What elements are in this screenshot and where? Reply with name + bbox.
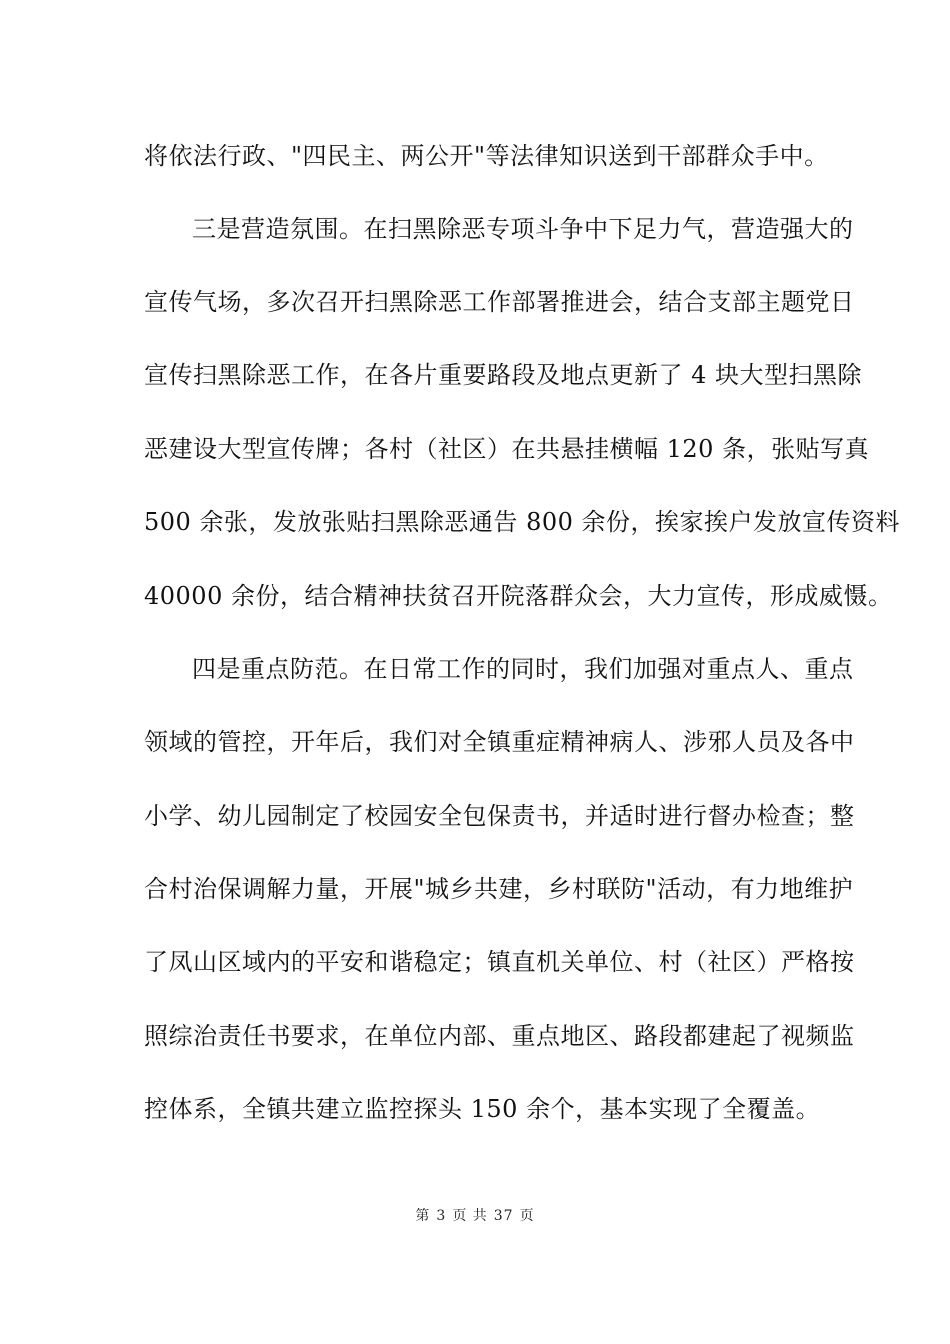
footer-suffix: 页: [519, 1208, 535, 1224]
paragraph-line: 将依法行政、"四民主、两公开"等法律知识送到干部群众手中。: [144, 142, 829, 170]
current-page-number: 3: [436, 1208, 447, 1224]
paragraph-line: 500 余张，发放张贴扫黑除恶通告 800 余份，挨家挨户发放宣传资料: [144, 508, 901, 536]
page-number-footer: [0, 1207, 950, 1225]
paragraph-line: 四是重点防范。在日常工作的同时，我们加强对重点人、重点: [192, 655, 854, 683]
paragraph-line: 宣传气场，多次召开扫黑除恶工作部署推进会，结合支部主题党日: [144, 288, 855, 316]
paragraph-line: 三是营造氛围。在扫黑除恶专项斗争中下足力气，营造强大的: [192, 215, 854, 243]
paragraph-line: 照综治责任书要求，在单位内部、重点地区、路段都建起了视频监: [144, 1022, 855, 1050]
paragraph-line: 了凤山区域内的平安和谐稳定；镇直机关单位、村（社区）严格按: [144, 948, 855, 976]
paragraph-line: 控体系，全镇共建立监控探头 150 余个，基本实现了全覆盖。: [144, 1095, 821, 1123]
paragraph-line: 宣传扫黑除恶工作，在各片重要路段及地点更新了 4 块大型扫黑除: [144, 361, 863, 389]
footer-prefix: 第: [415, 1208, 431, 1224]
total-pages-number: 37: [493, 1208, 514, 1224]
paragraph-line: 恶建设大型宣传牌；各村（社区）在共悬挂横幅 120 条，张贴写真: [144, 435, 870, 463]
footer-middle: 页 共: [452, 1208, 488, 1224]
paragraph-line: 合村治保调解力量，开展"城乡共建，乡村联防"活动，有力地维护: [144, 875, 854, 903]
paragraph-line: 40000 余份，结合精神扶贫召开院落群众会，大力宣传，形成威慑。: [144, 582, 893, 610]
paragraph-line: 小学、幼儿园制定了校园安全包保责书，并适时进行督办检查；整: [144, 802, 855, 830]
paragraph-line: 领域的管控，开年后，我们对全镇重症精神病人、涉邪人员及各中: [144, 728, 855, 756]
